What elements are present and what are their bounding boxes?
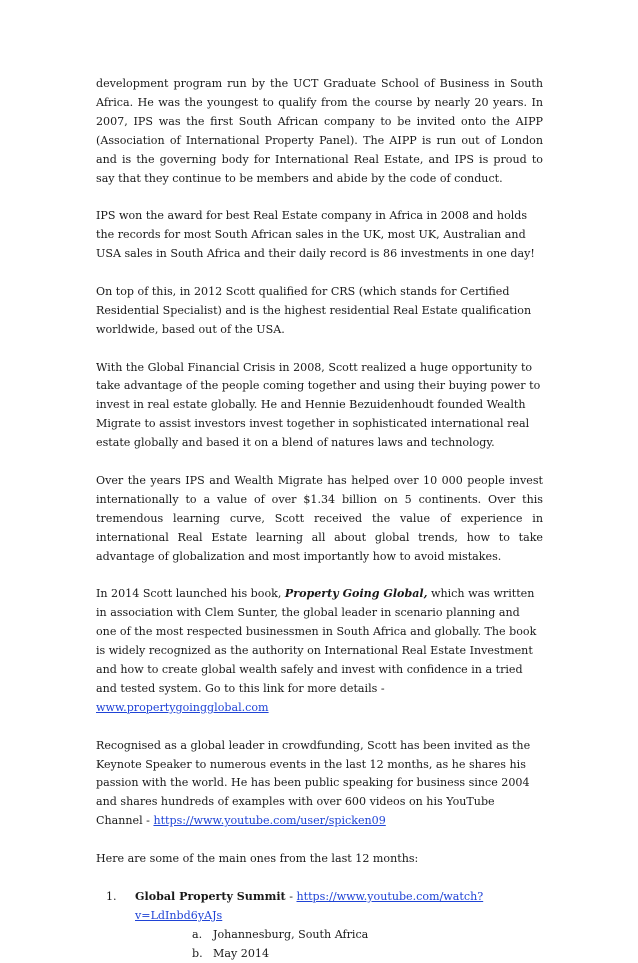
event-title: Global Property Summit [135, 889, 286, 903]
events-list [96, 888, 543, 963]
paragraph-education: development program run by the UCT Graduate School of Business in South Africa. He was the youngest to qualify from the course by nearly 20 years. In 2007, IPS was the first South African company to be invited onto the AIPP (Association of International Property Panel). The AIPP is run out of London and is the governing body for International Real Estate, and IPS is proud to say that they continue to be members and abide by the code of conduct. [96, 77, 543, 185]
document-page [96, 75, 543, 963]
event-video-link[interactable]: https://www.youtube.com/watch?v=LdInbd6yAJs [135, 889, 484, 922]
paragraph-wealth-migrate: With the Global Financial Crisis in 2008, Scott realized a huge opportunity to take advantage of the people coming together and using their buying power to invest in real estate globally. He and Hennie Bezuidenhoudt founded Wealth Migrate to assist investors invest together in sophisticated international real estate globally and based it on a blend of natures laws and technology. [96, 360, 541, 450]
event-number: 1. [106, 889, 117, 903]
detail-text: May 2014 [213, 946, 269, 960]
paragraph-speaking [96, 737, 543, 832]
book-description-text: which was written in association with Clem Sunter, the global leader in scenario planning and one of the most respected businessmen in South Africa and globally. The book is widely recognized as the authority on International Real Estate Investment and how to create global wealth safely and invest with confidence in a tried and tested system. Go to this link for more details - [96, 587, 537, 695]
event-item [96, 888, 543, 963]
book-title: Property Going Global, [284, 587, 428, 601]
paragraph-book [96, 585, 543, 717]
book-intro-text: In 2014 Scott launched his book, [96, 587, 285, 601]
event-separator: - [285, 889, 297, 903]
book-website-link[interactable]: www.propertygoingglobal.com [96, 700, 269, 714]
event-detail-date [135, 945, 543, 963]
detail-letter: a. [192, 927, 203, 941]
event-detail-location [135, 926, 543, 945]
speaking-text: Recognised as a global leader in crowdfunding, Scott has been invited as the Keynote Speaker to numerous events in the last 12 months, as he shares his passion with the world. He has been public speaking for business since 2004 and shares hundreds of examples with over 600 videos on his YouTube Channel - [96, 738, 531, 828]
paragraph-experience: Over the years IPS and Wealth Migrate has helped over 10 000 people invest internationally to a value of over $1.34 billion on 5 continents. Over this tremendous learning curve, Scott received the value of experience in international Real Estate learning all about global trends, how to take advantage of globalization and most importantly how to avoid mistakes. [96, 473, 543, 563]
youtube-channel-link[interactable]: https://www.youtube.com/user/spicken09 [153, 814, 386, 828]
detail-letter: b. [192, 946, 203, 960]
event-details-list [135, 926, 543, 963]
paragraph-awards: IPS won the award for best Real Estate company in Africa in 2008 and holds the records for most South African sales in the UK, most UK, Australian and USA sales in South Africa and their daily record is 86 investments in one day! [96, 209, 535, 261]
detail-text: Johannesburg, South Africa [213, 927, 369, 941]
paragraph-events-intro: Here are some of the main ones from the last 12 months: [96, 852, 419, 866]
paragraph-crs: On top of this, in 2012 Scott qualified for CRS (which stands for Certified Residential Specialist) and is the highest residential Real Estate qualification worldwide, based out of the USA. [96, 284, 532, 336]
